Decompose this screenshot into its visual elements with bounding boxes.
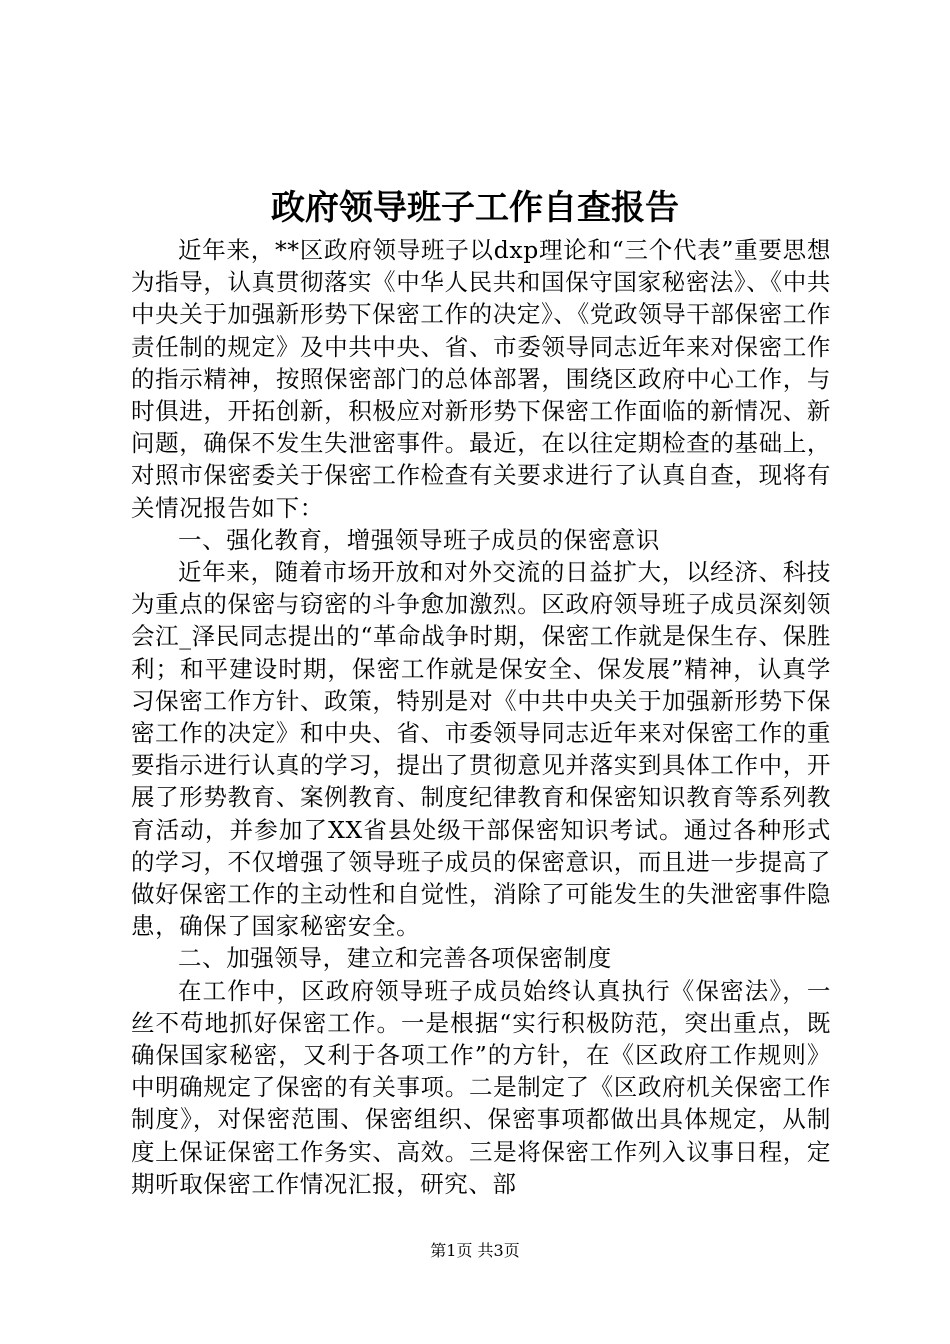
intro-paragraph: 近年来，**区政府领导班子以dxp理论和“三个代表”重要思想为指导，认真贯彻落实《中华人民共和国保守国家秘密法》、《中共中央关于加强新形势下保密工作的决定》、《党政领导干部保密工作责任制的规定》及中共中央、省、市委领导同志近年来对保密工作的指示精神，按照保密部门的总体部署，围绕区政府中心工作，与时俱进，开拓创新，积极应对新形势下保密工作面临的新情况、新问题，确保不发生失泄密事件。最近，在以往定期检查的基础上，对照市保密委关于保密工作检查有关要求进行了认真自查，现将有关情况报告如下： [131,236,831,522]
section-1-paragraph: 近年来，随着市场开放和对外交流的日益扩大，以经济、科技为重点的保密与窃密的斗争愈加激烈。区政府领导班子成员深刻领会江_泽民同志提出的“革命战争时期，保密工作就是保生存、保胜利；和平建设时期，保密工作就是保安全、保发展”精神，认真学习保密工作方针、政策，特别是对《中共中央关于加强新形势下保密工作的决定》和中央、省、市委领导同志近年来对保密工作的重要指示进行认真的学习，提出了贯彻意见并落实到具体工作中，开展了形势教育、案例教育、制度纪律教育和保密知识教育等系列教育活动，并参加了XX省县处级干部保密知识考试。通过各种形式的学习，不仅增强了领导班子成员的保密意识，而且进一步提高了做好保密工作的主动性和自觉性，消除了可能发生的失泄密事件隐患，确保了国家秘密安全。 [131,558,831,941]
document-title: 政府领导班子工作自查报告 [271,188,679,228]
section-2-paragraph: 在工作中，区政府领导班子成员始终认真执行《保密法》，一丝不苟地抓好保密工作。一是根据“实行积极防范，突出重点，既确保国家秘密，又利于各项工作”的方针，在《区政府工作规则》中明确规定了保密的有关事项。二是制定了《区政府机关保密工作制度》，对保密范围、保密组织、保密事项都做出具体规定，从制度上保证保密工作务实、高效。三是将保密工作列入议事日程，定期听取保密工作情况汇报，研究、部 [131,976,831,1198]
document-body [131,234,831,1200]
section-heading-1: 一、强化教育，增强领导班子成员的保密意识 [178,525,660,554]
page-footer: 第1页 共3页 [430,1241,520,1260]
section-heading-2: 二、加强领导，建立和完善各项保密制度 [178,944,612,973]
